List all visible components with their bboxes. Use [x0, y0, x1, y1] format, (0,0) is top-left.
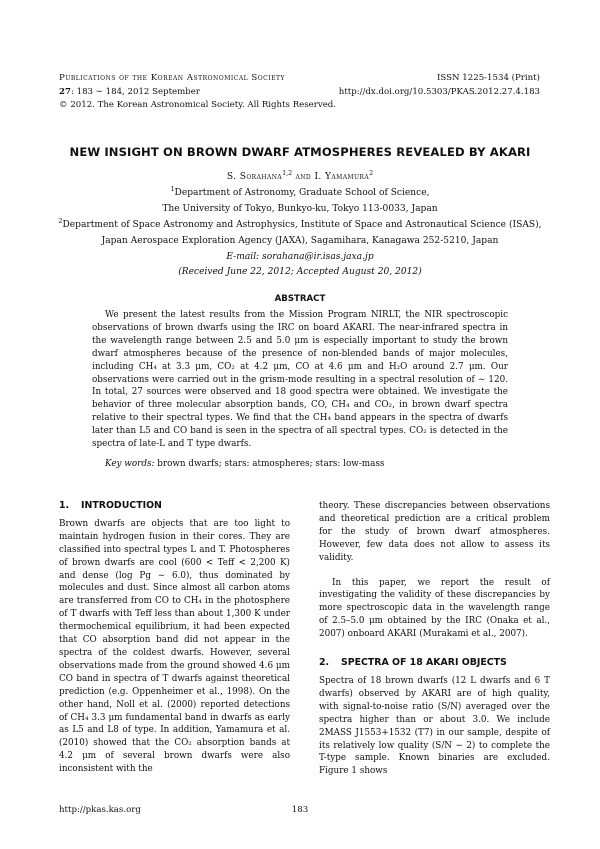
- author-block: [30, 170, 570, 281]
- doi-link[interactable]: http://dx.doi.org/10.5303/PKAS.2012.27.4.183: [338, 86, 540, 97]
- paragraph-gap: [319, 565, 550, 577]
- author-1-sup: 1,2: [282, 168, 293, 177]
- issn: ISSN 1225-1534 (Print): [437, 73, 540, 83]
- section-2-paragraph-1: Spectra of 18 brown dwarfs (12 L dwarfs and 6 T dwarfs) observed by AKARI are of high quality, with signal-to-noise ratio (S/N) averaged over the spectra higher than or about 3.0. We include 2MASS J1553+1532 (T7) in our sample, despite of its relatively low quality (S/N ∼ 2) to complete the T-type sample. Known binaries are excluded. Figure 1 shows: [319, 675, 550, 777]
- section-1-number: 1.: [59, 500, 70, 511]
- affiliation-2: [30, 218, 570, 234]
- author-1: S. Sorahana: [226, 172, 283, 182]
- volume-number: 27: [59, 86, 71, 97]
- aff2-line-2: Japan Aerospace Exploration Agency (JAXA), Sagamihara, Kanagawa 252-5210, Japan: [101, 235, 499, 246]
- author-and: and: [292, 172, 315, 182]
- aff1-sup: 1: [170, 184, 175, 193]
- abstract-heading: ABSTRACT: [274, 294, 326, 304]
- section-gap: [319, 641, 550, 657]
- affiliation-1: [30, 186, 570, 202]
- page-number: 183: [291, 805, 309, 815]
- section-1-heading: [59, 500, 290, 513]
- aff1-line-2: The University of Tokyo, Bunkyo-ku, Tokyo 113-0033, Japan: [162, 203, 438, 214]
- keywords: [92, 458, 508, 471]
- keywords-label: Key words:: [105, 459, 155, 469]
- right-column: [319, 500, 550, 778]
- section-1-title: INTRODUCTION: [81, 500, 162, 511]
- email[interactable]: E-mail: sorahana@ir.isas.jaxa.jp: [226, 251, 374, 262]
- keywords-list: brown dwarfs; stars: atmospheres; stars: low-mass: [154, 459, 385, 469]
- intro-paragraph-2: In this paper, we report the result of investigating the validity of these discrepancies by more spectroscopic data in the wavelength range of 2.5–5.0 μm obtained by the IRC (Onaka et al., 2007) onboard AKARI (Murakami et al., 2007).: [319, 577, 550, 640]
- volume-line: [59, 86, 336, 100]
- section-2-title: SPECTRA OF 18 AKARI OBJECTS: [341, 657, 507, 669]
- author-2-sup: 2: [369, 168, 374, 177]
- intro-paragraph-1: Brown dwarfs are objects that are too light to maintain hydrogen fusion in their cores. They are classified into spectral types L and T. Photospheres of brown dwarfs are cool (600 < Teff < 2,200 K) and dense (log Pg ∼ 6.0), thus dominated by molecules and dust. Since almost all carbon atoms are transferred from CO to CH₄ in the photosphere of T dwarfs with Teff less than about 1,300 K under thermochemical equilibrium, it had been expected that CO absorption band did not appear in the spectra of the coldest dwarfs. However, several observations made from the ground showed 4.6 μm CO band in spectra of T dwarfs against theoretical prediction (e.g. Oppenheimer et al., 1998). On the other hand, Noll et al. (2000) reported detections of CH₄ 3.3 μm fundamental band in dwarfs as early as L5 and L8 of type. In addition, Yamamura et al. (2010) showed that the CO₂ absorption bands at 4.2 μm of several brown dwarfs were also inconsistent with the: [59, 518, 290, 775]
- aff1-line-1: Department of Astronomy, Graduate School of Science,: [174, 187, 430, 198]
- left-column: [59, 500, 290, 776]
- author-2: I. Yamamura: [314, 172, 370, 182]
- intro-paragraph-1-continued: theory. These discrepancies between observations and theoretical prediction are a critical problem for the study of brown dwarf atmospheres. However, few data does not allow to assess its validity.: [319, 501, 550, 563]
- footer-url[interactable]: http://pkas.kas.org: [59, 805, 141, 815]
- section-2-heading: [319, 657, 550, 670]
- copyright: © 2012. The Korean Astronomical Society. All Rights Reserved.: [59, 100, 337, 111]
- aff2-sup: 2: [58, 216, 63, 225]
- received-dates: (Received June 22, 2012; Accepted August 20, 2012): [178, 267, 422, 278]
- journal-ids: [339, 72, 540, 99]
- journal-name: Publications of the Korean Astronomical Society: [59, 73, 285, 83]
- authors: [30, 170, 570, 186]
- journal-header: [59, 72, 336, 113]
- section-2-number: 2.: [319, 657, 330, 669]
- abstract-text: We present the latest results from the Mission Program NIRLT, the NIR spectroscopic observations of brown dwarfs using the IRC on board AKARI. The near-infrared spectra in the wavelength range between 2.5 and 5.0 μm is especially important to study the brown dwarf atmospheres because of the presence of non-blended bands of major molecules, including CH₄ at 3.3 μm, CO₂ at 4.2 μm, CO at 4.6 μm and H₂O around 2.7 μm. Our observations were carried out in the grism-mode resulting in a spectral resolution of ∼ 120. In total, 27 sources were observed and 18 good spectra were obtained. We investigate the behavior of three molecular absorption bands, CO, CH₄ and CO₂, in brown dwarf spectra relative to their spectral types. We find that the CH₄ band appears in the spectra of dwarfs later than L5 and CO band is seen in the spectra of all spectral types. CO₂ is detected in the spectra of late-L and T type dwarfs.: [92, 310, 508, 450]
- aff2-line-1: Department of Space Astronomy and Astrophysics, Institute of Space and Astronautical Science (ISAS),: [62, 219, 542, 230]
- pages-date: : 183 ∼ 184, 2012 September: [70, 86, 200, 97]
- paper-title: NEW INSIGHT ON BROWN DWARF ATMOSPHERES REVEALED BY AKARI: [69, 145, 531, 159]
